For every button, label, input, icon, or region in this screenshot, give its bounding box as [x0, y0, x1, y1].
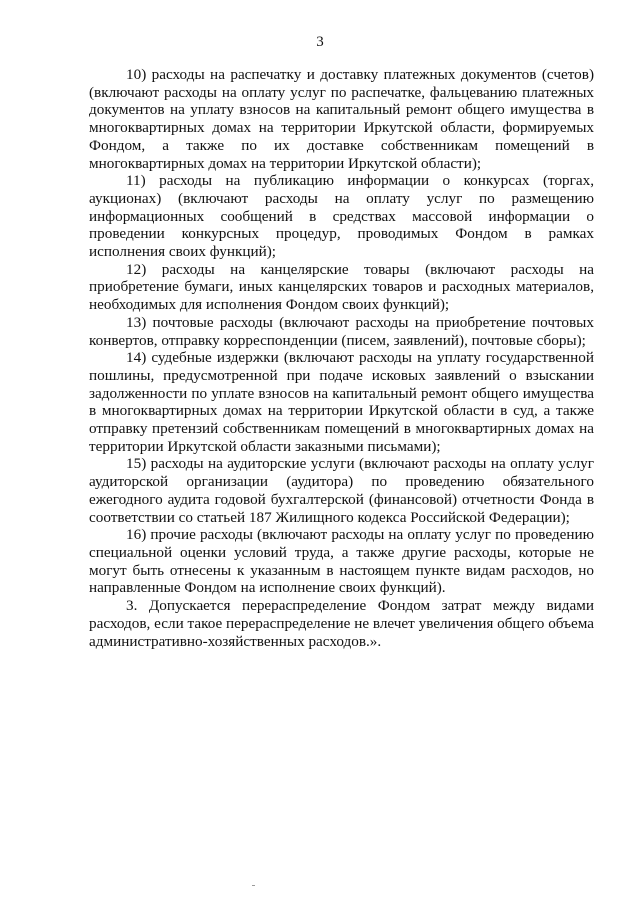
page-number: 3: [316, 34, 324, 50]
paragraph-item-10: 10) расходы на распечатку и доставку платежных документов (счетов) (включают расходы на оплату услуг по распечатке, фальцеванию платежных документов на уплату взносов на капитальный ремонт общего имущества в многоквартирных домах на территории Иркутской области, формируемых Фондом, а также по их доставке собственникам помещений в многоквартирных домах на территории Иркутской области);: [89, 66, 594, 172]
document-body: [89, 66, 594, 650]
paragraph-item-14: 14) судебные издержки (включают расходы на уплату государственной пошлины, предусмотренной при подаче исковых заявлений о взыскании задолженности по уплате взносов на капитальный ремонт общего имущества в многоквартирных домах на территории Иркутской области в суд, а также отправку претензий собственникам помещений в многоквартирных домах на территории Иркутской области заказными письмами);: [89, 349, 594, 455]
scan-dot-mark: [252, 885, 255, 886]
paragraph-item-15: 15) расходы на аудиторские услуги (включают расходы на оплату услуг аудиторской организации (аудитора) по проведению обязательного ежегодного аудита годовой бухгалтерской (финансовой) отчетности Фонда в соответствии со статьей 187 Жилищного кодекса Российской Федерации);: [89, 455, 594, 526]
paragraph-item-12: 12) расходы на канцелярские товары (включают расходы на приобретение бумаги, иных канцелярских товаров и расходных материалов, необходимых для исполнения Фондом своих функций);: [89, 260, 594, 314]
paragraph-section-3: 3. Допускается перераспределение Фондом затрат между видами расходов, если такое перераспределение не влечет увеличения общего объема административно-хозяйственных расходов.».: [89, 597, 594, 650]
paragraph-item-16: 16) прочие расходы (включают расходы на оплату услуг по проведению специальной оценки условий труда, а также другие расходы, которые не могут быть отнесены к указанным в настоящем пункте видам расходов, но направленные Фондом на исполнение своих функций).: [89, 526, 594, 597]
paragraph-item-11: 11) расходы на публикацию информации о конкурсах (торгах, аукционах) (включают расходы на оплату услуг по размещению информационных сообщений в средствах массовой информации о проведении конкурсных процедур, проводимых Фондом в рамках исполнения своих функций);: [89, 172, 594, 261]
paragraph-item-13: 13) почтовые расходы (включают расходы на приобретение почтовых конвертов, отправку корреспонденции (писем, заявлений), почтовые сборы);: [89, 313, 594, 349]
